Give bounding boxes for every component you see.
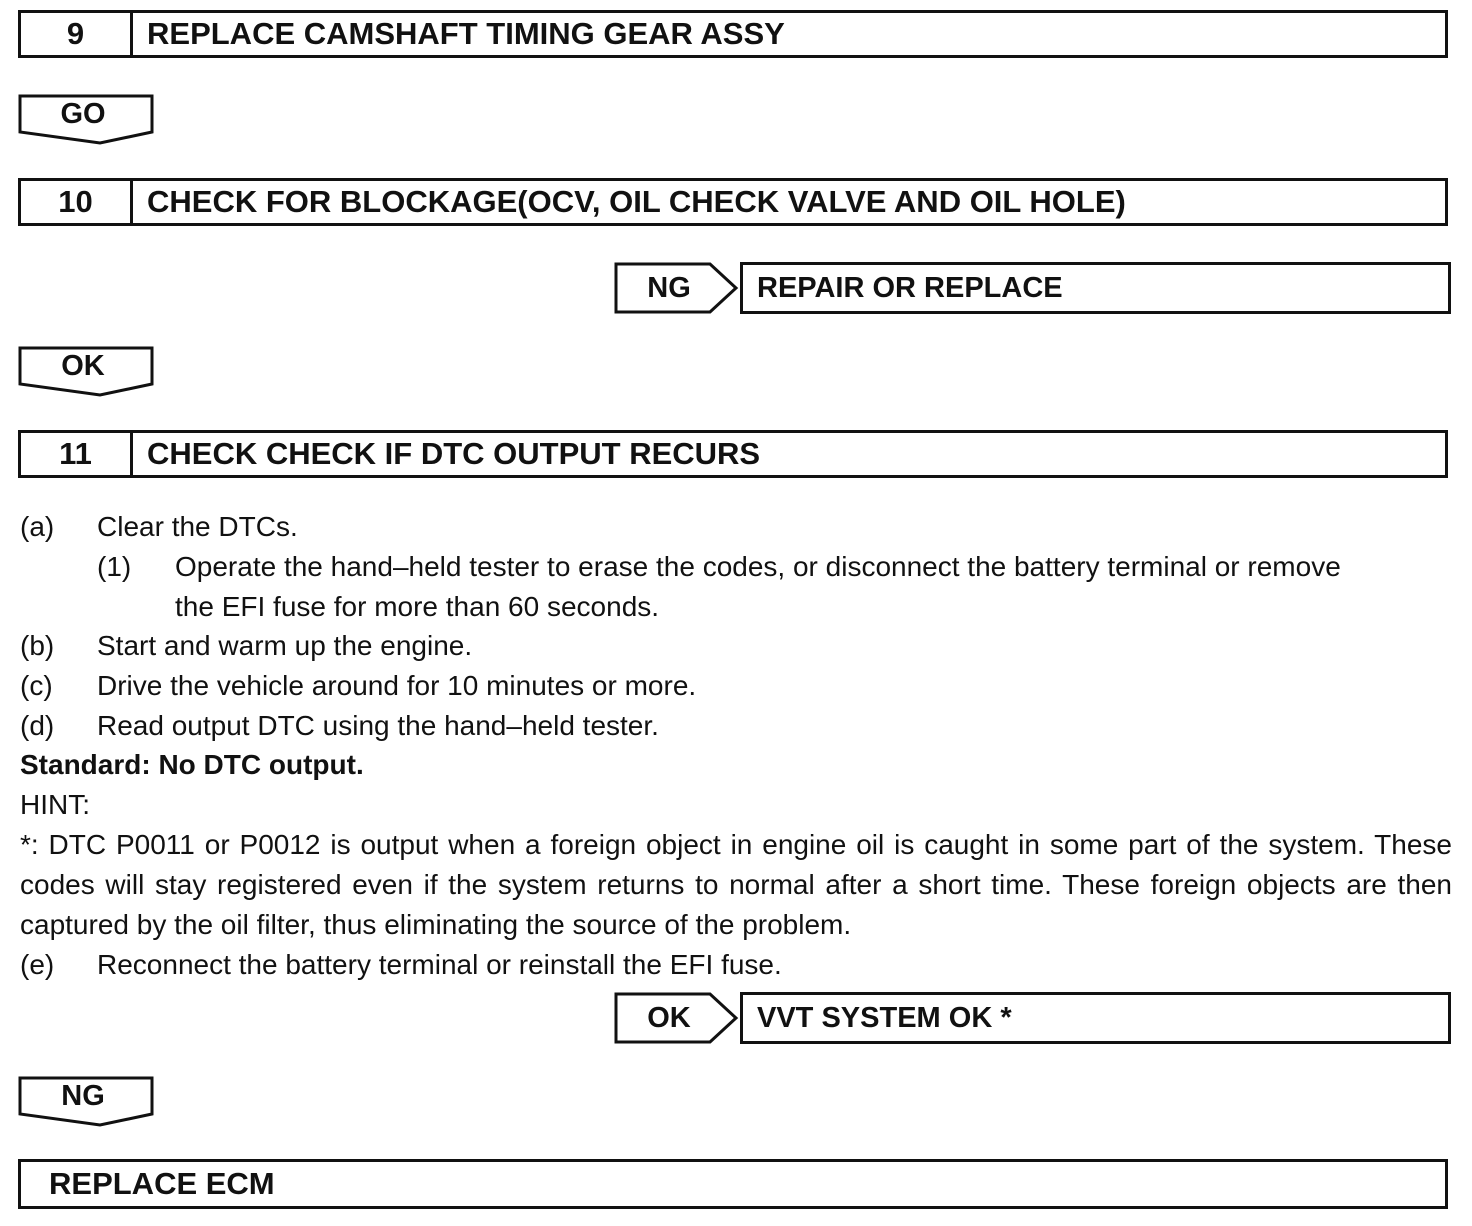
replace-ecm-text: REPLACE ECM bbox=[49, 1166, 275, 1201]
item-marker-a: (a) bbox=[20, 511, 55, 542]
standard-text: Standard: No DTC output. bbox=[20, 749, 364, 780]
item-text-e: Reconnect the battery terminal or reinstall the EFI fuse. bbox=[97, 949, 782, 980]
item-text-d: Read output DTC using the hand–held tester. bbox=[97, 710, 659, 741]
step-title: CHECK CHECK IF DTC OUTPUT RECURS bbox=[147, 436, 761, 471]
item-marker-b: (b) bbox=[20, 630, 55, 661]
item-text-a1-line2: the EFI fuse for more than 60 seconds. bbox=[175, 591, 660, 622]
repair-or-replace-result: REPAIR OR REPLACE bbox=[740, 262, 1451, 314]
item-marker-a1: (1) bbox=[97, 551, 132, 582]
item-text-a1-line1: Operate the hand–held tester to erase the codes, or disconnect the battery terminal or remove bbox=[175, 551, 1341, 582]
ng-label: NG bbox=[647, 272, 691, 304]
vvt-system-ok-result: VVT SYSTEM OK * bbox=[740, 992, 1451, 1044]
step-11-header bbox=[18, 430, 1448, 478]
item-marker-e: (e) bbox=[20, 949, 55, 980]
item-text-b: Start and warm up the engine. bbox=[97, 630, 473, 661]
ok-down-arrow bbox=[18, 346, 155, 398]
ok-label: OK bbox=[61, 350, 105, 382]
hint-paragraph: *: DTC P0011 or P0012 is output when a foreign object in engine oil is caught in some part of the system. These codes will stay registered even if the system returns to normal after a short time. These foreign objects are then captured by the oil filter, thus eliminating the source of the problem. bbox=[20, 829, 1452, 940]
step-number: 11 bbox=[21, 433, 133, 475]
ng-right-arrow bbox=[614, 262, 740, 314]
item-marker-d: (d) bbox=[20, 710, 55, 741]
step-10-header bbox=[18, 178, 1448, 226]
item-text-c: Drive the vehicle around for 10 minutes or more. bbox=[97, 670, 697, 701]
step-title: REPLACE CAMSHAFT TIMING GEAR ASSY bbox=[147, 16, 785, 51]
ng-label: NG bbox=[61, 1080, 105, 1112]
step-title: CHECK FOR BLOCKAGE(OCV, OIL CHECK VALVE AND OIL HOLE) bbox=[147, 184, 1126, 219]
ok-label: OK bbox=[647, 1002, 691, 1034]
go-label: GO bbox=[60, 98, 106, 130]
go-down-arrow bbox=[18, 94, 155, 146]
step-9-header bbox=[18, 10, 1448, 58]
ok-right-arrow bbox=[614, 992, 740, 1044]
ng-down-arrow bbox=[18, 1076, 155, 1128]
step-number: 9 bbox=[21, 13, 133, 55]
hint-label: HINT: bbox=[20, 789, 90, 820]
item-text-a: Clear the DTCs. bbox=[97, 511, 298, 542]
step-number: 10 bbox=[21, 181, 133, 223]
item-marker-c: (c) bbox=[20, 670, 53, 701]
replace-ecm-box bbox=[18, 1159, 1448, 1209]
